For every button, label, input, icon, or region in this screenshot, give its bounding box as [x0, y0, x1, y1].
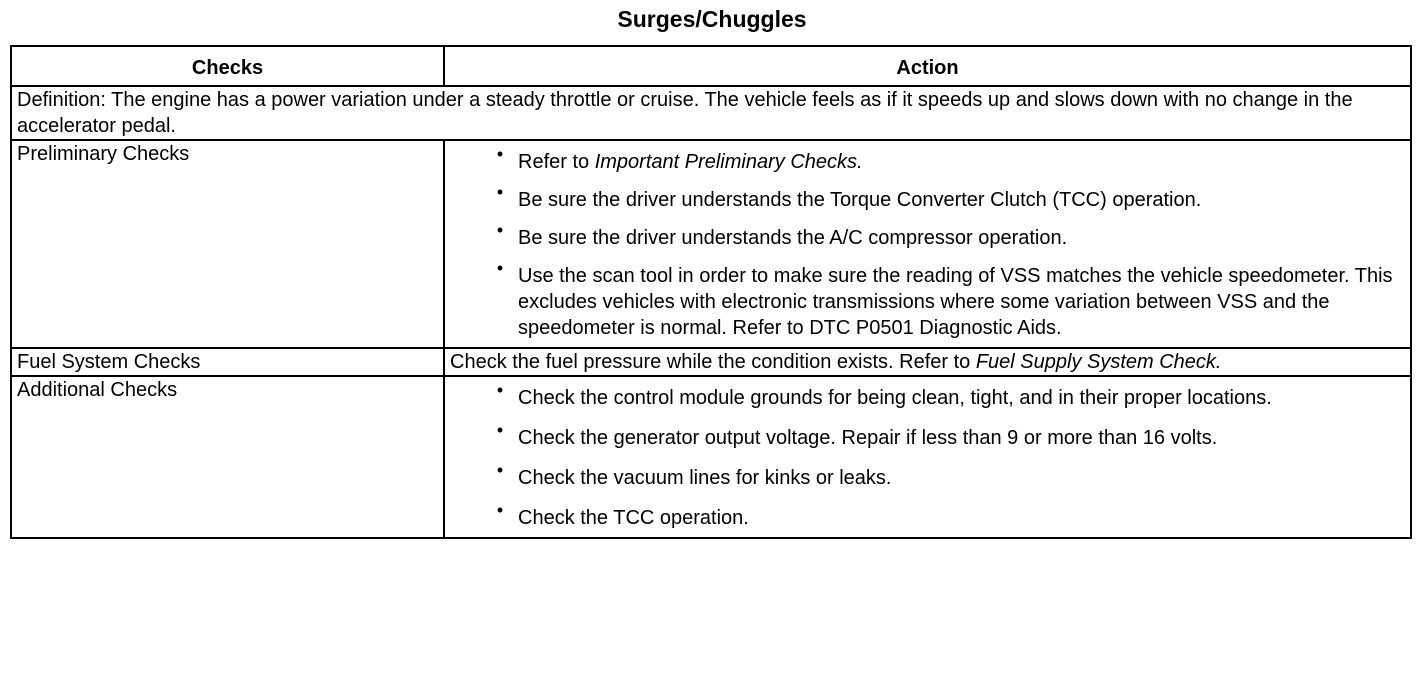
bullet-icon: •	[496, 500, 504, 520]
list-item	[490, 255, 1405, 345]
additional-checks-label: Additional Checks	[11, 376, 444, 538]
bullet-icon: •	[496, 258, 504, 278]
list-item	[490, 497, 1405, 537]
preliminary-checks-action	[444, 140, 1411, 348]
bullet-icon: •	[496, 144, 504, 164]
list-item	[490, 377, 1405, 417]
definition-row	[11, 86, 1411, 140]
preliminary-checks-list	[450, 141, 1405, 345]
checks-column-header: Checks	[11, 46, 444, 86]
list-item-text: Be sure the driver understands the A/C compressor operation.	[518, 227, 1068, 249]
header-row	[11, 46, 1411, 86]
additional-checks-list	[450, 377, 1405, 537]
bullet-icon: •	[496, 182, 504, 202]
additional-checks-row	[11, 376, 1411, 538]
list-item	[490, 417, 1405, 457]
additional-checks-action	[444, 376, 1411, 538]
preliminary-checks-label: Preliminary Checks	[11, 140, 444, 348]
list-item-text: Be sure the driver understands the Torque Converter Clutch (TCC) operation.	[518, 189, 1202, 211]
fuel-check-text: Check the fuel pressure while the condition exists. Refer to	[450, 351, 976, 373]
list-item-text: Check the TCC operation.	[518, 507, 749, 529]
list-item	[490, 217, 1405, 255]
list-item-text: Check the generator output voltage. Repair if less than 9 or more than 16 volts.	[518, 427, 1218, 449]
list-item	[490, 179, 1405, 217]
bullet-icon: •	[496, 220, 504, 240]
list-item-text: Use the scan tool in order to make sure the reading of VSS matches the vehicle speedometer. This excludes vehicles with electronic transmissions where some variation between VSS and the speedometer is normal. Refer to DTC P0501 Diagnostic Aids.	[518, 265, 1393, 339]
important-preliminary-checks-reference: Important Preliminary Checks.	[594, 151, 863, 173]
fuel-supply-system-check-reference: Fuel Supply System Check.	[975, 351, 1222, 373]
fuel-system-checks-row	[11, 348, 1411, 376]
bullet-icon: •	[496, 380, 504, 400]
list-item-text: Check the vacuum lines for kinks or leaks.	[518, 467, 892, 489]
definition-text: Definition: The engine has a power variation under a steady throttle or cruise. The vehicle feels as if it speeds up and slows down with no change in the accelerator pedal.	[11, 86, 1411, 140]
diagnostic-table	[10, 45, 1412, 539]
preliminary-checks-row	[11, 140, 1411, 348]
list-item-text: Check the control module grounds for being clean, tight, and in their proper locations.	[518, 387, 1272, 409]
bullet-icon: •	[496, 460, 504, 480]
action-column-header: Action	[444, 46, 1411, 86]
fuel-system-checks-action	[444, 348, 1411, 376]
list-item	[490, 141, 1405, 179]
list-item-text: Refer to	[518, 151, 595, 173]
bullet-icon: •	[496, 420, 504, 440]
fuel-system-checks-label: Fuel System Checks	[11, 348, 444, 376]
list-item	[490, 457, 1405, 497]
page-title: Surges/Chuggles	[617, 6, 807, 32]
